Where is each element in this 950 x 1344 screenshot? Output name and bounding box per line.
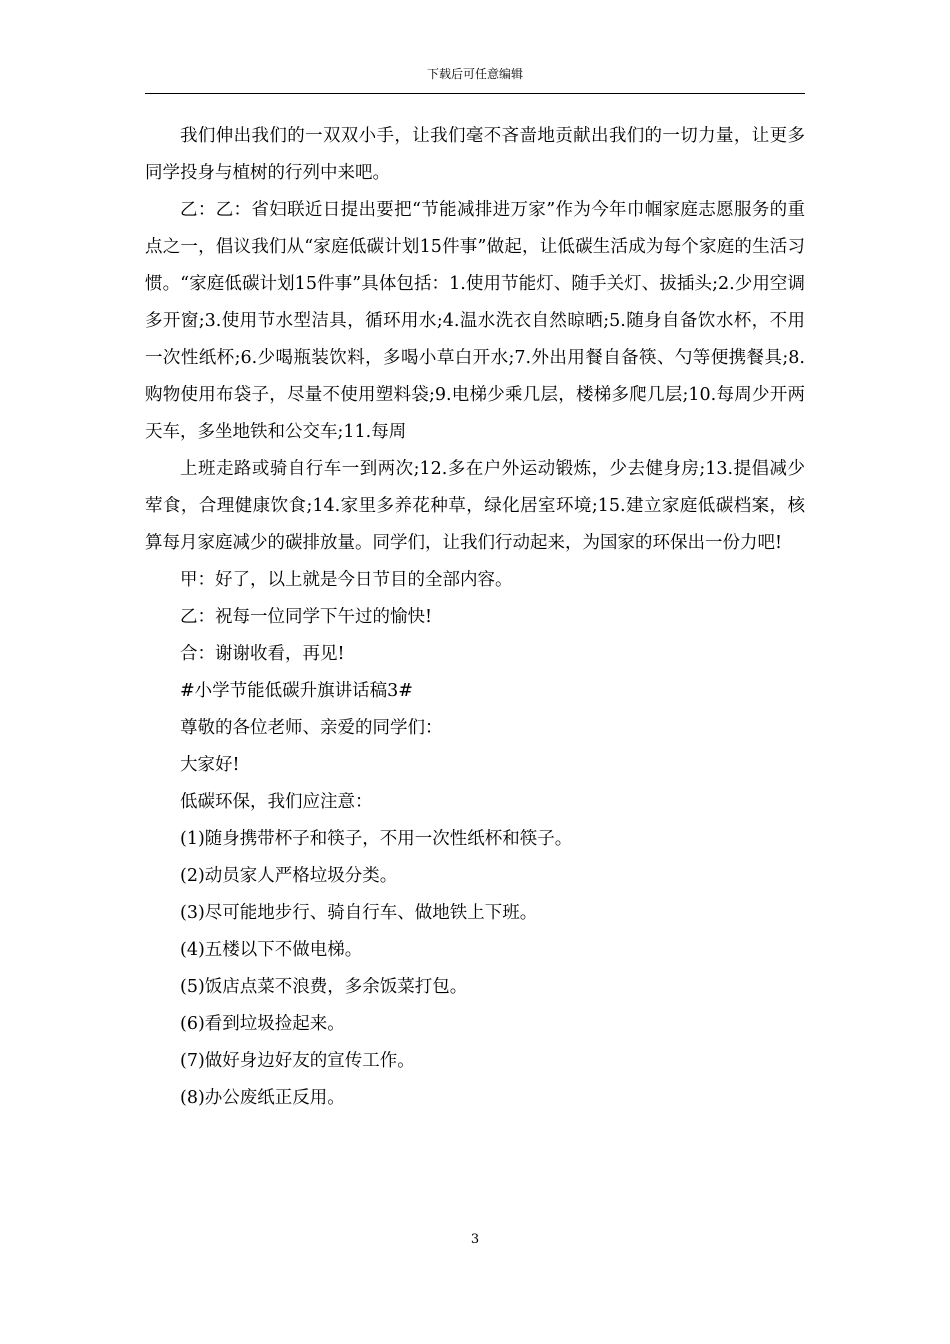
paragraph-2: 乙：乙：省妇联近日提出要把“节能减排进万家”作为今年巾帼家庭志愿服务的重点之一，倡议我们从“家庭低碳计划15件事”做起，让低碳生活成为每个家庭的生活习惯。“家庭低碳计划15件事”具体包括：1.使用节能灯、随手关灯、拔插头;2.少用空调多开窗;3.使用节水型洁具，循环用水;4.温水洗衣自然晾晒;5.随身自备饮水杯，不用一次性纸杯;6.少喝瓶装饮料，多喝小草白开水;7.外出用餐自备筷、勺等便携餐具;8.购物使用布袋子，尽量不使用塑料袋;9.电梯少乘几层，楼梯多爬几层;10.每周少开两天车，多坐地铁和公交车;11.每周 — [145, 200, 805, 442]
section-heading: #小学节能低碳升旗讲话稿3# — [180, 681, 413, 701]
paragraph-3: 上班走路或骑自行车一到两次;12.多在户外运动锻炼，少去健身房;13.提倡减少荤食，合理健康饮食;14.家里多养花种草，绿化居室环境;15.建立家庭低碳档案，核算每月家庭减少的碳排放量。同学们，让我们行动起来，为国家的环保出一份力吧! — [145, 459, 805, 553]
page-header: 下载后可任意编辑 — [426, 67, 523, 81]
list-item-3: (3)尽可能地步行、骑自行车、做地铁上下班。 — [180, 903, 538, 923]
paragraph-1: 我们伸出我们的一双双小手，让我们毫不吝啬地贡献出我们的一切力量，让更多同学投身与植树的行列中来吧。 — [145, 126, 805, 183]
greeting-hello: 大家好! — [180, 755, 240, 775]
list-item-1: (1)随身携带杯子和筷子，不用一次性纸杯和筷子。 — [180, 829, 573, 849]
list-item-4: (4)五楼以下不做电梯。 — [180, 940, 363, 960]
page-number: 3 — [470, 1232, 480, 1247]
header-divider — [145, 93, 805, 94]
list-item-8: (8)办公废纸正反用。 — [180, 1088, 345, 1108]
line-jia-closing: 甲：好了，以上就是今日节目的全部内容。 — [180, 570, 513, 590]
list-item-6: (6)看到垃圾捡起来。 — [180, 1014, 345, 1034]
list-item-2: (2)动员家人严格垃圾分类。 — [180, 866, 398, 886]
line-yi-closing: 乙：祝每一位同学下午过的愉快! — [180, 607, 433, 627]
list-item-5: (5)饭店点菜不浪费，多余饭菜打包。 — [180, 977, 468, 997]
line-he-closing: 合：谢谢收看，再见! — [180, 644, 345, 664]
list-item-7: (7)做好身边好友的宣传工作。 — [180, 1051, 415, 1071]
list-intro: 低碳环保，我们应注意： — [180, 792, 373, 812]
greeting-salutation: 尊敬的各位老师、亲爱的同学们： — [180, 718, 443, 738]
document-body — [145, 118, 805, 1117]
